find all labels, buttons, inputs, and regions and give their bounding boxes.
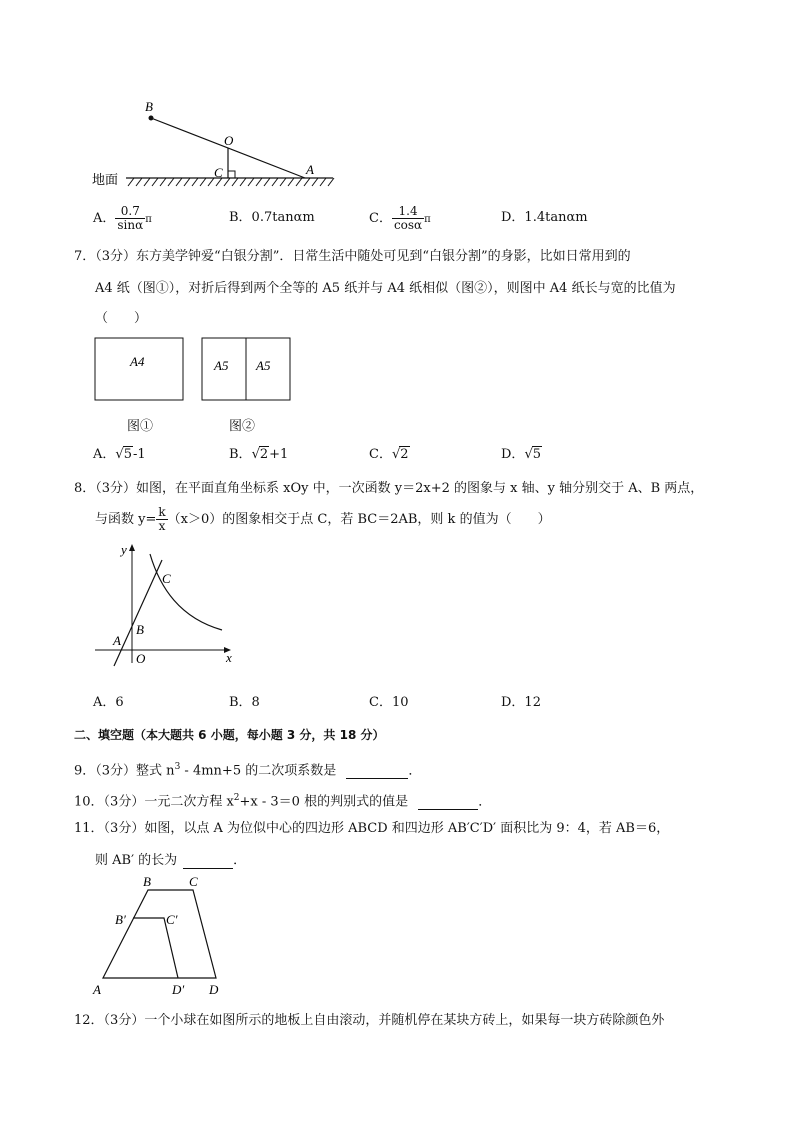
- q6-figure: [88, 96, 348, 196]
- q6-option-a: A． $\frac{0.7}{\sin\alpha}$ π: [93, 204, 152, 232]
- label-d: D: [209, 982, 219, 997]
- label-point-a: A: [113, 633, 121, 648]
- label-d-prime: D′: [172, 982, 185, 997]
- q6-option-b: B．0.7tanαm: [229, 210, 315, 225]
- ground-hatch: [128, 178, 334, 186]
- q10-answer-blank[interactable]: [418, 797, 478, 810]
- label-a: A: [93, 982, 101, 997]
- label-c: C: [214, 165, 223, 180]
- q8-option-c: C．10: [369, 695, 409, 710]
- section-2-heading: 二、填空题（本大题共 6 小题，每小题 3 分，共 18 分）: [74, 728, 385, 742]
- label-o: O: [224, 133, 234, 148]
- a5-right-label: A5: [256, 358, 271, 373]
- label-b: B: [145, 99, 153, 114]
- q7-option-d: D．√5: [501, 447, 542, 462]
- q7-line1: 7．（3分）东方美学钟爱“白银分割”．日常生活中随处可见到“白银分割”的身影，比如日常用到的: [74, 249, 631, 264]
- label-origin: O: [136, 651, 146, 666]
- q7-option-b: B．√2+1: [229, 447, 289, 462]
- right-angle-mark: [228, 171, 235, 178]
- q12-line1: 12．（3分）一个小球在如图所示的地板上自由滚动，并随机停在某块方砖上，如果每一块方砖除颜色外: [74, 1013, 665, 1028]
- q7-option-c: C．√2: [369, 447, 409, 462]
- q11-line1: 11．（3分）如图，以点 A 为位似中心的四边形 ABCD 和四边形 AB′C′D′ 面积比为 9：4，若 AB＝6，: [74, 821, 670, 836]
- q7-figure: [92, 334, 302, 406]
- q8-line2: 与函数 y= $\frac{k}{x}$ （x＞0）的图象相交于点 C，若 BC＝2AB，则 k 的值为（ ）: [95, 505, 551, 533]
- a4-label: A4: [130, 354, 145, 369]
- q11-answer-blank[interactable]: [183, 856, 233, 869]
- q7-caption-2: 图②: [229, 419, 256, 434]
- label-point-c: C: [162, 571, 171, 586]
- q8-option-a: A．6: [93, 695, 124, 710]
- label-c: C: [189, 874, 198, 889]
- q9-answer-blank[interactable]: [346, 766, 408, 779]
- q7-option-a: A．√5-1: [93, 447, 146, 462]
- q9-line: 9．（3分）整式 $n^3 - 4mn+5$ 的二次项系数是 ．: [74, 762, 422, 779]
- axis-label-y: y: [121, 542, 127, 557]
- q6-option-d: D．1.4tanαm: [501, 210, 588, 225]
- label-point-b: B: [136, 622, 144, 637]
- q7-caption-1: 图①: [127, 419, 154, 434]
- q8-line1: 8．（3分）如图，在平面直角坐标系 xOy 中，一次函数 y＝2x+2 的图象与 x 轴、y 轴分别交于 A、B 两点，: [74, 481, 704, 496]
- label-ground: 地面: [92, 172, 119, 187]
- label-c-prime: C′: [166, 912, 178, 927]
- quad-abcd: [103, 890, 216, 978]
- point-b: [149, 116, 154, 121]
- q10-line: 10．（3分）一元二次方程 $x^2+x - 3=0$ 根的判别式的值是 ．: [74, 793, 492, 810]
- a5-left-label: A5: [214, 358, 229, 373]
- q7-line2: A4 纸（图①），对折后得到两个全等的 A5 纸并与 A4 纸相似（图②），则图中 A4 纸长与宽的比值为: [95, 281, 676, 296]
- q6-option-c: C． $\frac{1.4}{\cos\alpha}$ π: [369, 204, 431, 232]
- label-b: B: [143, 874, 151, 889]
- q8-option-b: B．8: [229, 695, 260, 710]
- q7-line3: （ ）: [95, 311, 148, 326]
- q8-option-d: D．12: [501, 695, 541, 710]
- quad-ab2c2d2: [133, 918, 178, 978]
- q11-figure: [88, 870, 228, 1002]
- label-b-prime: B′: [115, 912, 126, 927]
- q11-line2: 则 AB′ 的长为 ．: [95, 853, 247, 868]
- a4-box: [95, 338, 183, 400]
- hyperbola-curve: [150, 554, 222, 630]
- q8-figure: [90, 538, 240, 668]
- label-a: A: [306, 162, 314, 177]
- axis-label-x: x: [226, 650, 232, 665]
- y-axis-arrow: [129, 544, 135, 551]
